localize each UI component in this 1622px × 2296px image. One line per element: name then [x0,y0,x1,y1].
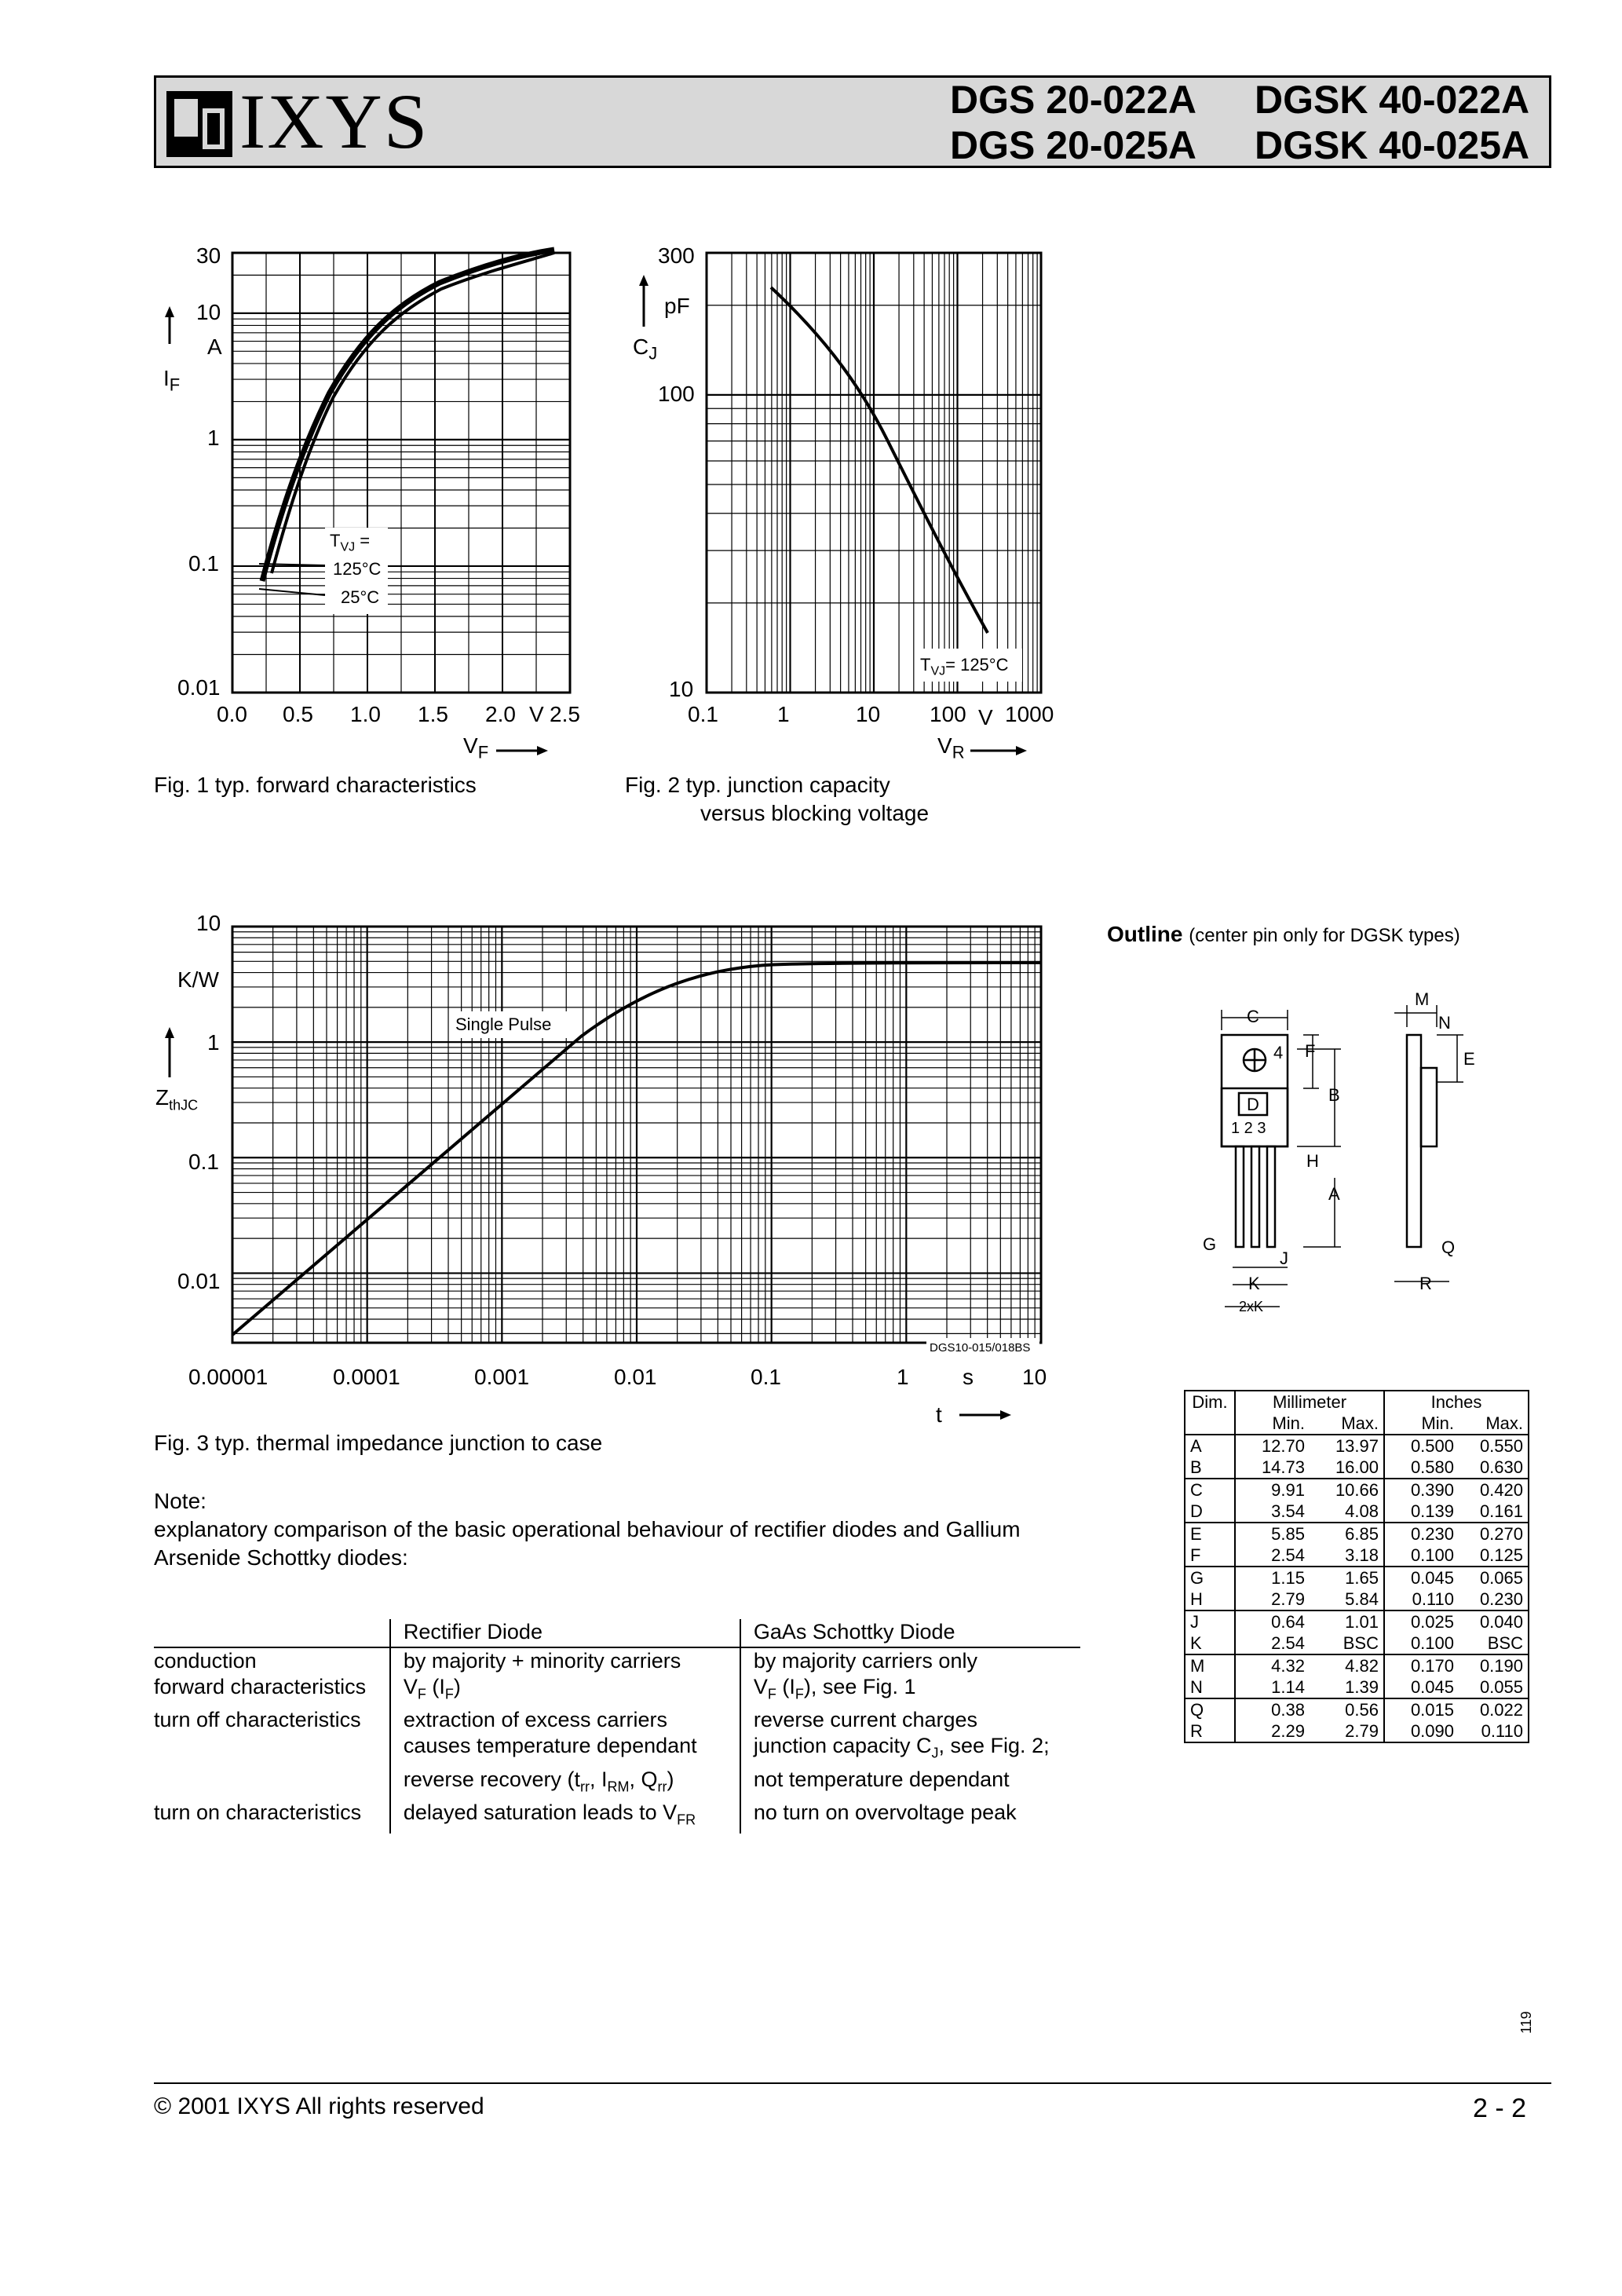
fig1-x-tick-0.5: 0.5 [283,702,313,726]
dim-in-max: 0.230 [1479,1589,1523,1609]
fig1-x-tick-2.0: 2.0 [485,702,516,726]
dim-table-row [1185,1632,1529,1654]
dim-table-row [1185,1567,1529,1589]
dim-in-max: 0.630 [1479,1457,1523,1477]
cmp-row [154,1707,1080,1733]
outline-label-4: 4 [1273,1043,1284,1062]
fig2-x-tick-1000: 1000 [1005,702,1054,726]
fig2-x-tick-100: 100 [930,702,966,726]
fig1-y-tick-0.01: 0.01 [177,675,221,700]
cmp-row-label [154,1733,390,1766]
outline-label-c: C [1247,1007,1259,1026]
dim-in-min: 0.390 [1384,1479,1459,1501]
side-number: 119 [1518,2011,1534,2034]
dim-in-max: 0.040 [1459,1610,1529,1632]
fig2-x-tick-1: 1 [777,702,790,726]
fig1-y-tick-10: 10 [196,300,221,324]
fig1-x-tick-2.5: 2.5 [550,702,580,726]
fig1-curve-125c [262,250,554,581]
dim-mm-max: 4.82 [1310,1654,1384,1676]
fig3-code: DGS10-015/018BS [930,1341,1031,1355]
dim-mm-max: BSC [1310,1632,1384,1654]
fig1-annot-125c: 125°C [333,559,382,579]
dim-in-min: 0.110 [1412,1589,1454,1609]
fig1-caption: Fig. 1 typ. forward characteristics [154,773,477,797]
cmp-row [154,1733,1080,1766]
dim-letter: E [1185,1523,1235,1545]
dim-in-min: 0.015 [1384,1698,1459,1720]
dim-table-head [1185,1391,1529,1413]
dim-mm-max: 1.39 [1310,1676,1384,1698]
cmp-row-label: turn on characteristics [154,1801,362,1825]
cmp-row-rectifier: $V_F$ $(I_F)$ [390,1674,740,1707]
dim-in-max: BSC [1487,1633,1523,1653]
dim-mm-min: 2.79 [1271,1589,1305,1609]
dim-in-min: 0.100 [1410,1545,1454,1565]
dim-table-row [1185,1610,1529,1632]
cmp-row-rectifier: extraction of excess carriers [390,1707,740,1733]
dim-mm-max: 13.97 [1310,1435,1384,1457]
outline-label-f: F [1305,1041,1316,1061]
cmp-header-rectifier: Rectifier Diode [390,1619,740,1647]
dim-table-row [1185,1479,1529,1501]
footer-page-number: 2 - 2 [1473,2093,1527,2123]
dim-mm-max: 10.66 [1310,1479,1384,1501]
dim-in-min: 0.090 [1410,1721,1454,1741]
cmp-row-label: turn off characteristics [154,1708,361,1732]
dimension-table [1184,1390,1529,1743]
fig2-annot: $T_{VJ}= 125^\circ C$ [920,655,1009,678]
dim-mm-max: 5.84 [1310,1589,1384,1610]
fig3-x-unit: s [963,1365,974,1389]
cmp-row-rectifier: causes temperature dependant [390,1733,740,1766]
fig3-x-tick-0.001: 0.001 [474,1365,530,1389]
dim-in-max: 0.161 [1479,1501,1523,1521]
fig3-y-tick-10: 10 [196,911,221,935]
fig3-grid [232,927,1041,1343]
dim-table-row [1185,1589,1529,1610]
dim-mm-max: 16.00 [1310,1457,1384,1479]
fig2-caption-line1: Fig. 2 typ. junction capacity [625,773,890,797]
dim-table-row [1185,1501,1529,1523]
dim-in-min: 0.580 [1410,1457,1454,1477]
outline-label-j: J [1280,1249,1288,1268]
dim-mm-min: 2.29 [1271,1721,1305,1741]
fig1-annot-tvj: $T_{VJ}$ = [330,531,371,554]
dim-sub: Max. [1485,1413,1523,1433]
dim-table-row [1185,1720,1529,1742]
fig3-annot: Single Pulse [455,1015,552,1034]
cmp-header-gaas: GaAs Schottky Diode [740,1619,1080,1647]
outline-label-h: H [1306,1151,1319,1171]
brand-name: IXYS [239,78,429,165]
outline-label-g: G [1203,1234,1217,1254]
dim-in-min: 0.045 [1384,1567,1459,1589]
fig3-y-tick-0.1: 0.1 [188,1150,219,1174]
outline-label-n: N [1438,1013,1451,1033]
dim-in-max: 0.420 [1459,1479,1529,1501]
outline-label-b: B [1328,1085,1340,1105]
fig3-x-tick-10: 10 [1022,1365,1047,1389]
dim-in-max: 0.065 [1459,1567,1529,1589]
cmp-row-rectifier: by majority + minority carriers [390,1647,740,1674]
dim-mm-min: 9.91 [1235,1479,1310,1501]
part-number-1: DGS 20-022A [950,78,1197,122]
fig3-y-label: $Z_{thJC}$ [155,1085,199,1113]
dim-mm-max: 0.56 [1310,1698,1384,1720]
dim-mm-min: 2.54 [1271,1545,1305,1565]
fig2-y-tick-100: 100 [658,382,695,406]
outline-label-2xk: 2xK [1239,1299,1264,1314]
fig3-x-tick-0.01: 0.01 [614,1365,657,1389]
cmp-row-label: forward characteristics [154,1675,367,1698]
dim-table-row [1185,1698,1529,1720]
part-number-2: DGS 20-025A [950,123,1197,167]
fig3-y-tick-0.01: 0.01 [177,1269,221,1293]
dim-mm-min: 0.38 [1235,1698,1310,1720]
fig3-caption: Fig. 3 typ. thermal impedance junction to case [154,1431,603,1455]
dim-letter: M [1185,1654,1235,1676]
cmp-row-gaas: junction capacity $C_J$, see Fig. 2; [740,1733,1080,1766]
dim-table-row [1185,1457,1529,1479]
dim-letter: K [1185,1632,1235,1654]
fig2-x-label: $V_R$ [937,733,965,762]
fig1-y-unit: A [207,335,222,359]
cmp-row-gaas: by majority carriers only [740,1647,1080,1674]
dim-in-max: 0.125 [1479,1545,1523,1565]
fig1-grid [232,253,570,693]
fig2-y-tick-10: 10 [669,677,694,701]
fig2-x-arrow-icon [970,746,1027,755]
fig3-x-label: t [936,1402,942,1427]
outline-label-pins: 1 2 3 [1231,1120,1266,1137]
outline-label-d: D [1247,1095,1259,1114]
dim-mm-min: 14.73 [1261,1457,1305,1477]
dim-table-row [1185,1654,1529,1676]
dim-letter: F [1185,1545,1235,1567]
dim-mm-max: 1.65 [1310,1567,1384,1589]
dim-mm-min: 0.64 [1235,1610,1310,1632]
cmp-header-blank [154,1619,390,1647]
fig1-x-tick-0.0: 0.0 [217,702,247,726]
cmp-row [154,1800,1080,1833]
dim-table-row [1185,1435,1529,1457]
fig2-curve [771,287,988,633]
dim-letter: B [1185,1457,1235,1479]
comparison-table [154,1619,1080,1834]
dim-head-in: Inches [1430,1392,1482,1412]
outline-label-k: K [1248,1274,1260,1293]
dim-letter: Q [1185,1698,1235,1720]
dim-mm-min: 3.54 [1271,1501,1305,1521]
fig3-x-tick-0.00001: 0.00001 [188,1365,269,1389]
footer-rule [154,2082,1551,2084]
outline-label-r: R [1419,1274,1432,1293]
fig3-y-arrow-icon [165,1027,174,1077]
dim-mm-max: 4.08 [1310,1501,1384,1523]
cmp-row-rectifier: delayed saturation leads to $V_{FR}$ [390,1800,740,1833]
fig1-y-tick-30: 30 [196,243,221,268]
dim-table-row [1185,1523,1529,1545]
fig1-y-tick-1: 1 [207,426,220,450]
fig2-x-unit: V [978,705,993,729]
fig3-x-tick-1: 1 [897,1365,909,1389]
cmp-row-gaas: reverse current charges [740,1707,1080,1733]
note-text-line2: Arsenide Schottky diodes: [154,1545,408,1570]
outline-label-e: E [1463,1049,1475,1069]
dim-in-min: 0.500 [1384,1435,1459,1457]
fig2-x-tick-10: 10 [856,702,881,726]
dim-table-row [1185,1545,1529,1567]
footer-copyright: © 2001 IXYS All rights reserved [154,2093,484,2119]
dim-letter: G [1185,1567,1235,1589]
dim-table-row [1185,1676,1529,1698]
dim-mm-max: 2.79 [1310,1720,1384,1742]
dim-mm-min: 2.54 [1271,1633,1305,1653]
dim-in-min: 0.139 [1410,1501,1454,1521]
fig1-y-tick-0.1: 0.1 [188,551,219,576]
dim-in-min: 0.170 [1384,1654,1459,1676]
cmp-row [154,1767,1080,1800]
cmp-row-label [154,1767,390,1800]
fig1-x-tick-1.0: 1.0 [350,702,381,726]
dim-mm-max: 1.01 [1310,1610,1384,1632]
dim-letter: A [1185,1435,1235,1457]
fig2-y-tick-300: 300 [658,243,695,268]
fig2-grid [707,253,1041,693]
dim-head-mm: Millimeter [1235,1391,1384,1413]
dim-in-max: 0.270 [1459,1523,1529,1545]
note-title: Note: [154,1489,206,1513]
dim-in-min: 0.045 [1410,1677,1454,1697]
fig1-annot-25c: 25°C [341,587,380,607]
fig3-y-tick-1: 1 [207,1030,220,1055]
fig1-y-label: $I_F$ [163,366,181,395]
cmp-row [154,1674,1080,1707]
fig3-x-tick-0.0001: 0.0001 [333,1365,400,1389]
fig1-x-tick-1.5: 1.5 [418,702,448,726]
dim-in-min: 0.100 [1410,1633,1454,1653]
fig2-caption-line2: versus blocking voltage [700,801,930,825]
fig2-y-label: $C_J$ [633,335,658,364]
dim-mm-min: 1.14 [1271,1677,1305,1697]
dim-letter: H [1185,1589,1235,1610]
fig1-x-unit: V [529,702,544,726]
dim-in-max: 0.190 [1459,1654,1529,1676]
outline-heading: Outline (center pin only for DGSK types) [1107,922,1460,946]
outline-label-a: A [1328,1184,1340,1204]
dim-letter: C [1185,1479,1235,1501]
outline-label-m: M [1415,989,1430,1009]
dim-head-dim: Dim. [1185,1391,1235,1413]
fig2-x-tick-0.1: 0.1 [688,702,718,726]
dim-mm-min: 5.85 [1235,1523,1310,1545]
to220-outline-drawing [1222,1005,1463,1307]
dim-in-max: 0.022 [1459,1698,1529,1720]
dim-mm-min: 12.70 [1235,1435,1310,1457]
fig2-y-unit: pF [664,294,690,318]
dim-letter: J [1185,1610,1235,1632]
outline-label-q: Q [1441,1238,1456,1257]
cmp-row-rectifier: reverse recovery ($t_{rr}$, $I_{RM}$, $Q_{rr}$) [390,1767,740,1800]
fig3-y-unit: K/W [177,967,219,992]
cmp-row-gaas: no turn on overvoltage peak [740,1800,1080,1833]
dim-sub: Max. [1310,1413,1384,1435]
dim-letter: R [1185,1720,1235,1742]
dim-table-subhead [1185,1413,1529,1435]
note-text-line1: explanatory comparison of the basic operational behaviour of rectifier diodes and Gallium [154,1517,1021,1541]
cmp-row [154,1647,1080,1674]
dim-sub: Min. [1272,1413,1305,1433]
fig1-x-label: $V_F$ [463,733,489,762]
fig1-y-arrow-icon [165,306,174,344]
dim-mm-max: 6.85 [1310,1523,1384,1545]
fig1-x-arrow-icon [496,746,548,755]
dim-letter: D [1185,1501,1235,1523]
dim-mm-min: 1.15 [1235,1567,1310,1589]
cmp-row-gaas: $V_F$ $(I_F)$, see Fig. 1 [740,1674,1080,1707]
dim-in-max: 0.550 [1459,1435,1529,1457]
dim-in-max: 0.110 [1481,1721,1523,1741]
cmp-row-label: conduction [154,1649,257,1673]
fig3-x-tick-0.1: 0.1 [751,1365,781,1389]
fig2-y-arrow-icon [639,275,648,327]
dim-letter: N [1185,1676,1235,1698]
dim-in-min: 0.025 [1384,1610,1459,1632]
dim-in-max: 0.055 [1479,1677,1523,1697]
dim-in-min: 0.230 [1384,1523,1459,1545]
cmp-row-gaas: not temperature dependant [740,1767,1080,1800]
part-number-4: DGSK 40-025A [1255,123,1530,167]
dim-sub: Min. [1421,1413,1454,1433]
part-number-3: DGSK 40-022A [1255,78,1530,122]
dim-mm-min: 4.32 [1235,1654,1310,1676]
fig3-x-arrow-icon [959,1410,1011,1420]
dim-mm-max: 3.18 [1310,1545,1384,1567]
